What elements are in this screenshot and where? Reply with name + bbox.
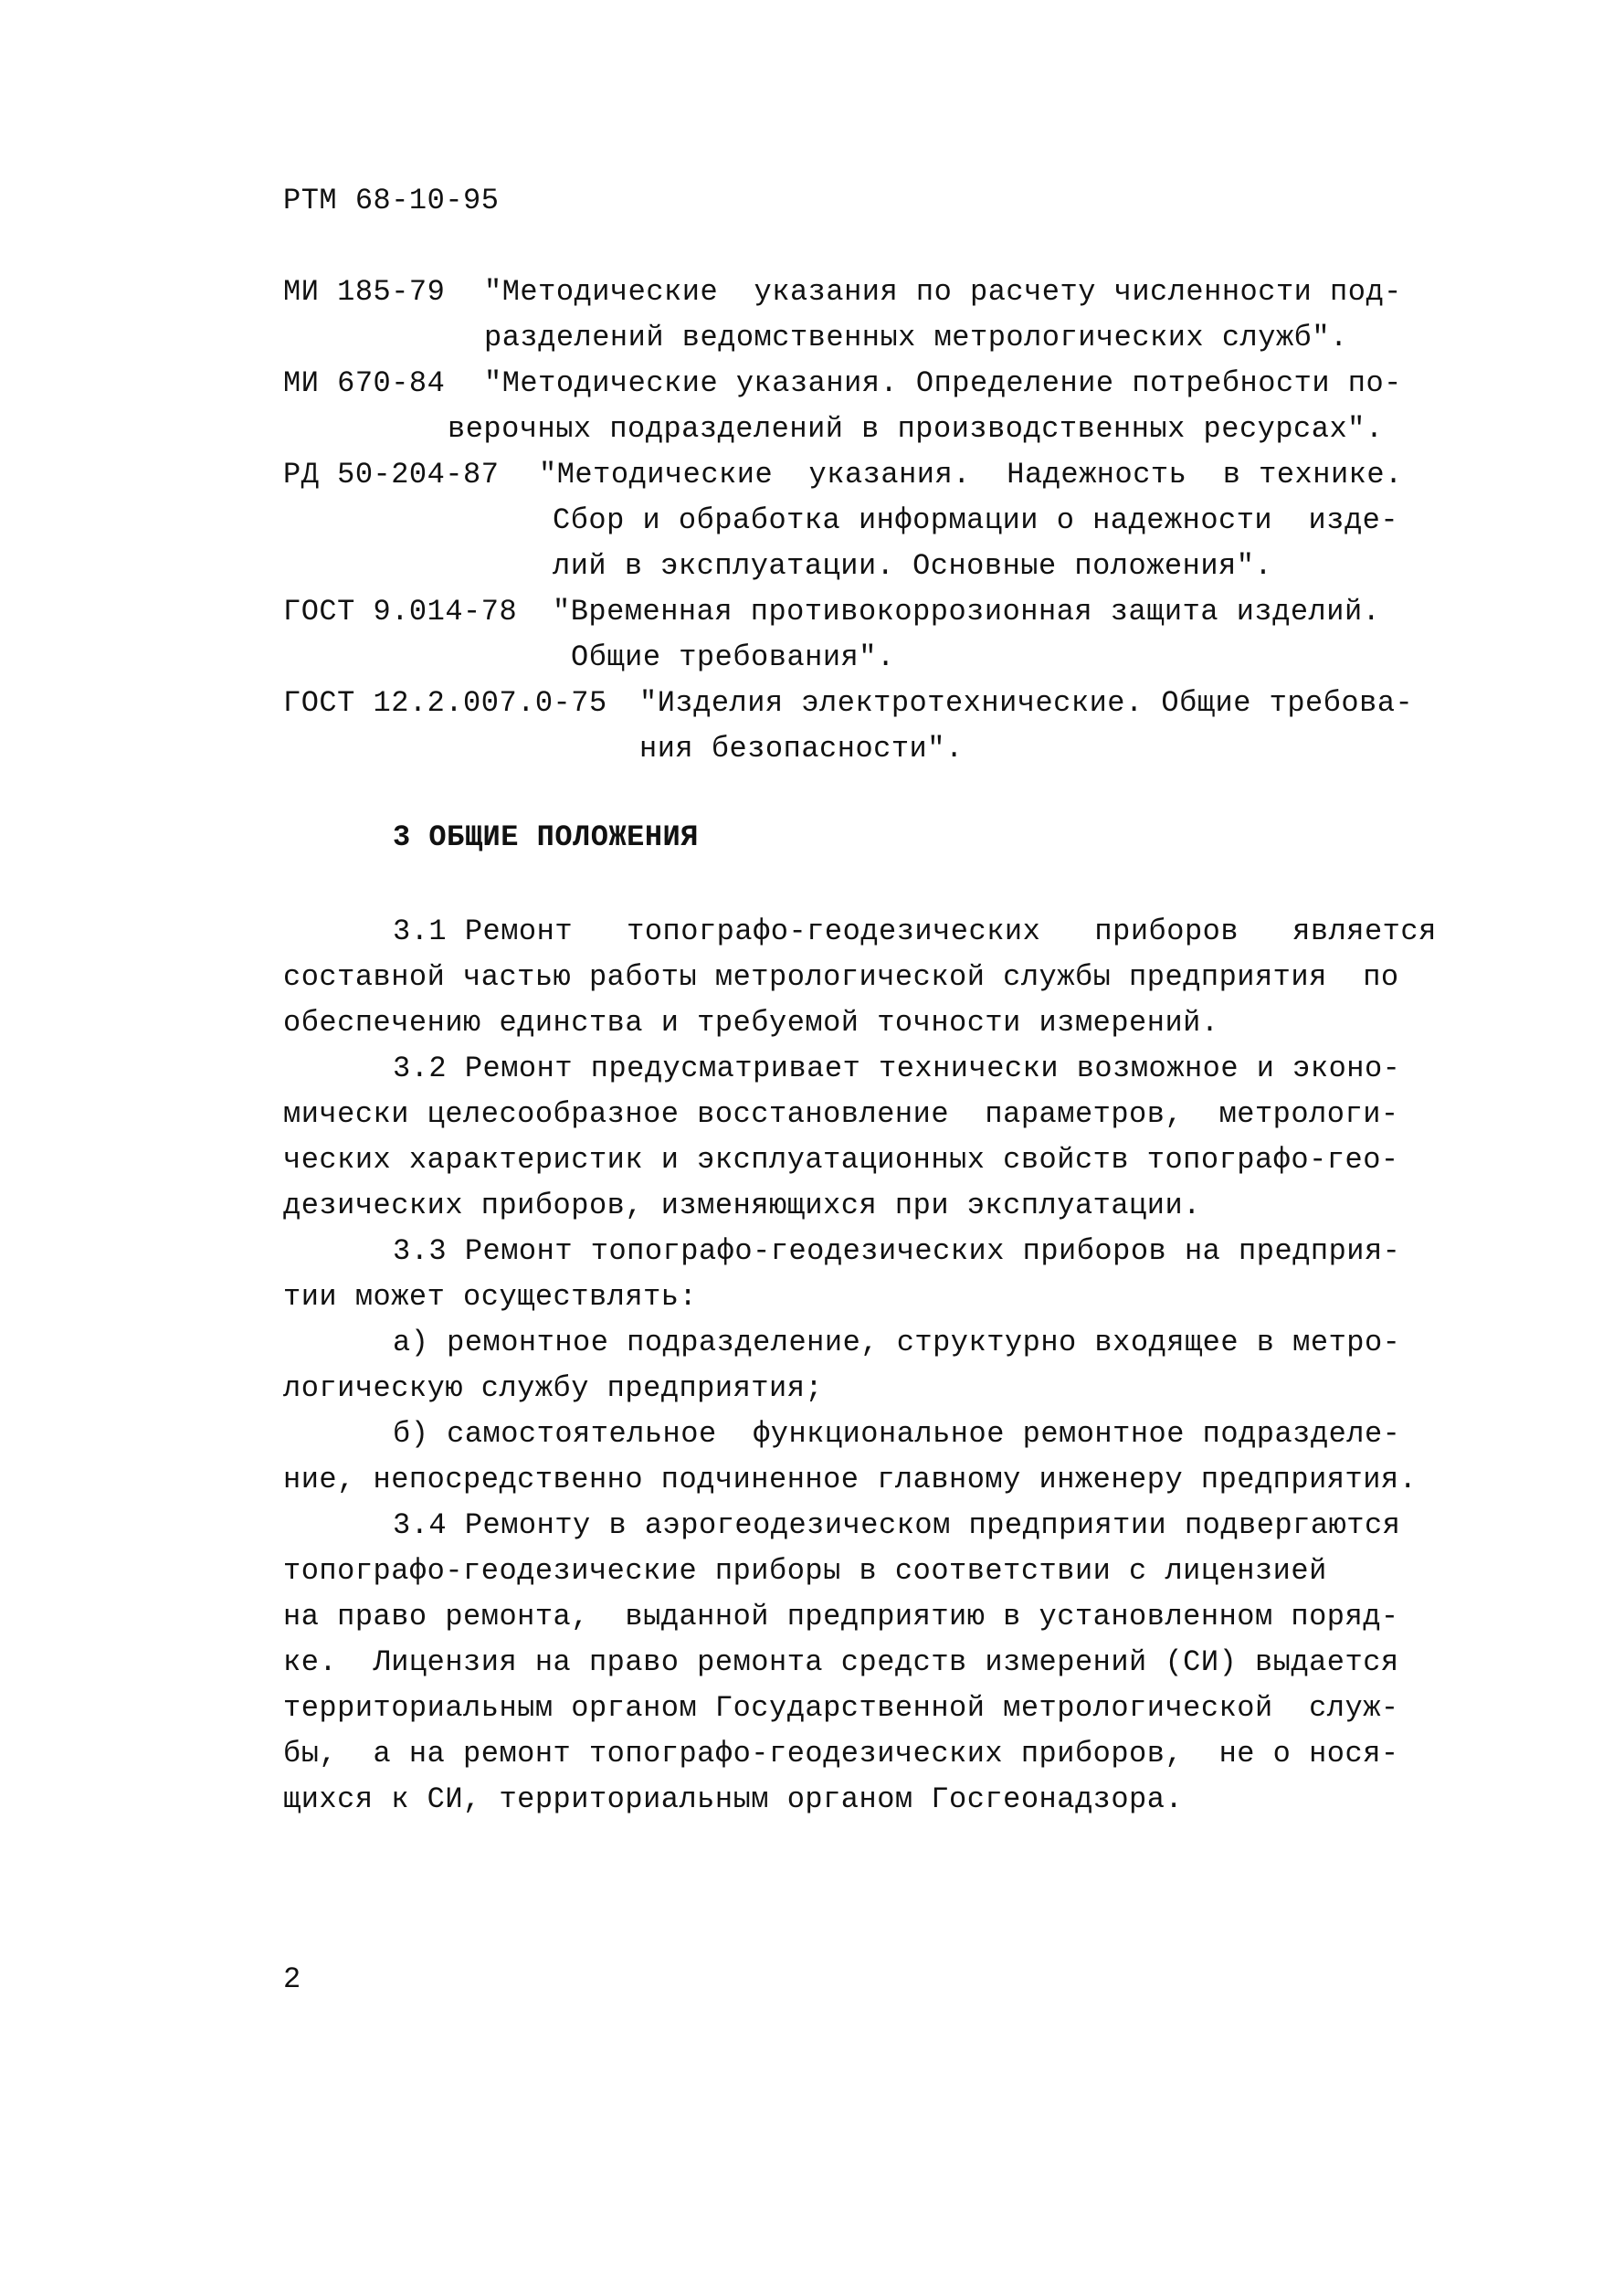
paragraph-line: ние, непосредственно подчиненное главному инженеру предприятия. (283, 1463, 1418, 1496)
paragraph-line: ческих характеристик и эксплуатационных свойств топографо-гео- (283, 1143, 1399, 1177)
paragraph-line: обеспечению единства и требуемой точности измерений. (283, 1006, 1219, 1040)
reference-text-line: ния безопасности". (639, 732, 964, 766)
reference-text-line: "Методические указания. Определение потребности по- (484, 366, 1402, 400)
reference-text-line: "Методические указания. Надежность в технике. (539, 458, 1403, 492)
paragraph-line: тии может осуществлять: (283, 1280, 698, 1314)
reference-text-line: Общие требования". (571, 640, 895, 674)
reference-code: МИ 670-84 (283, 366, 446, 400)
reference-text-line: верочных подразделений в производственных ресурсах". (448, 412, 1384, 446)
reference-text-line: "Методические указания по расчету численности под- (484, 275, 1402, 309)
reference-code: ГОСТ 12.2.007.0-75 (283, 686, 607, 720)
document-code: РТМ 68-10-95 (283, 184, 500, 217)
paragraph-line: территориальным органом Государственной метрологической служ- (283, 1691, 1399, 1725)
reference-text-line: Сбор и обработка информации о надежности изде- (553, 503, 1399, 537)
paragraph-line: ке. Лицензия на право ремонта средств измерений (СИ) выдается (283, 1645, 1399, 1679)
page-number: 2 (283, 1962, 301, 1996)
section-heading: 3 ОБЩИЕ ПОЛОЖЕНИЯ (393, 820, 699, 854)
reference-code: МИ 185-79 (283, 275, 446, 309)
paragraph-line: составной частью работы метрологической службы предприятия по (283, 960, 1399, 994)
reference-code: ГОСТ 9.014-78 (283, 595, 518, 629)
reference-text-line: "Изделия электротехнические. Общие требова- (639, 686, 1414, 720)
reference-text-line: "Временная противокоррозионная защита изделий. (553, 595, 1381, 629)
paragraph-line: мически целесообразное восстановление параметров, метрологи- (283, 1097, 1399, 1131)
paragraph-line: 3.2 Ремонт предусматривает технически возможное и эконо- (393, 1052, 1401, 1085)
paragraph-line: 3.4 Ремонту в аэрогеодезическом предприятии подвергаются (393, 1508, 1401, 1542)
paragraph-line: бы, а на ремонт топографо-геодезических приборов, не о нося- (283, 1737, 1399, 1771)
paragraph-line: а) ремонтное подразделение, структурно входящее в метро- (393, 1326, 1401, 1359)
paragraph-line: на право ремонта, выданной предприятию в установленном поряд- (283, 1600, 1399, 1633)
reference-code: РД 50-204-87 (283, 458, 500, 492)
paragraph-line: логическую службу предприятия; (283, 1371, 824, 1405)
paragraph-line: б) самостоятельное функциональное ремонтное подразделе- (393, 1417, 1401, 1451)
paragraph-line: 3.3 Ремонт топографо-геодезических приборов на предприя- (393, 1234, 1401, 1268)
reference-text-line: разделений ведомственных метрологических служб". (484, 321, 1348, 354)
paragraph-line: 3.1 Ремонт топографо-геодезических приборов является (393, 914, 1437, 948)
paragraph-line: топографо-геодезические приборы в соответствии с лицензией (283, 1554, 1327, 1588)
paragraph-line: щихся к СИ, территориальным органом Госгеонадзора. (283, 1782, 1184, 1816)
reference-text-line: лий в эксплуатации. Основные положения". (553, 549, 1273, 583)
paragraph-line: дезических приборов, изменяющихся при эксплуатации. (283, 1189, 1201, 1222)
